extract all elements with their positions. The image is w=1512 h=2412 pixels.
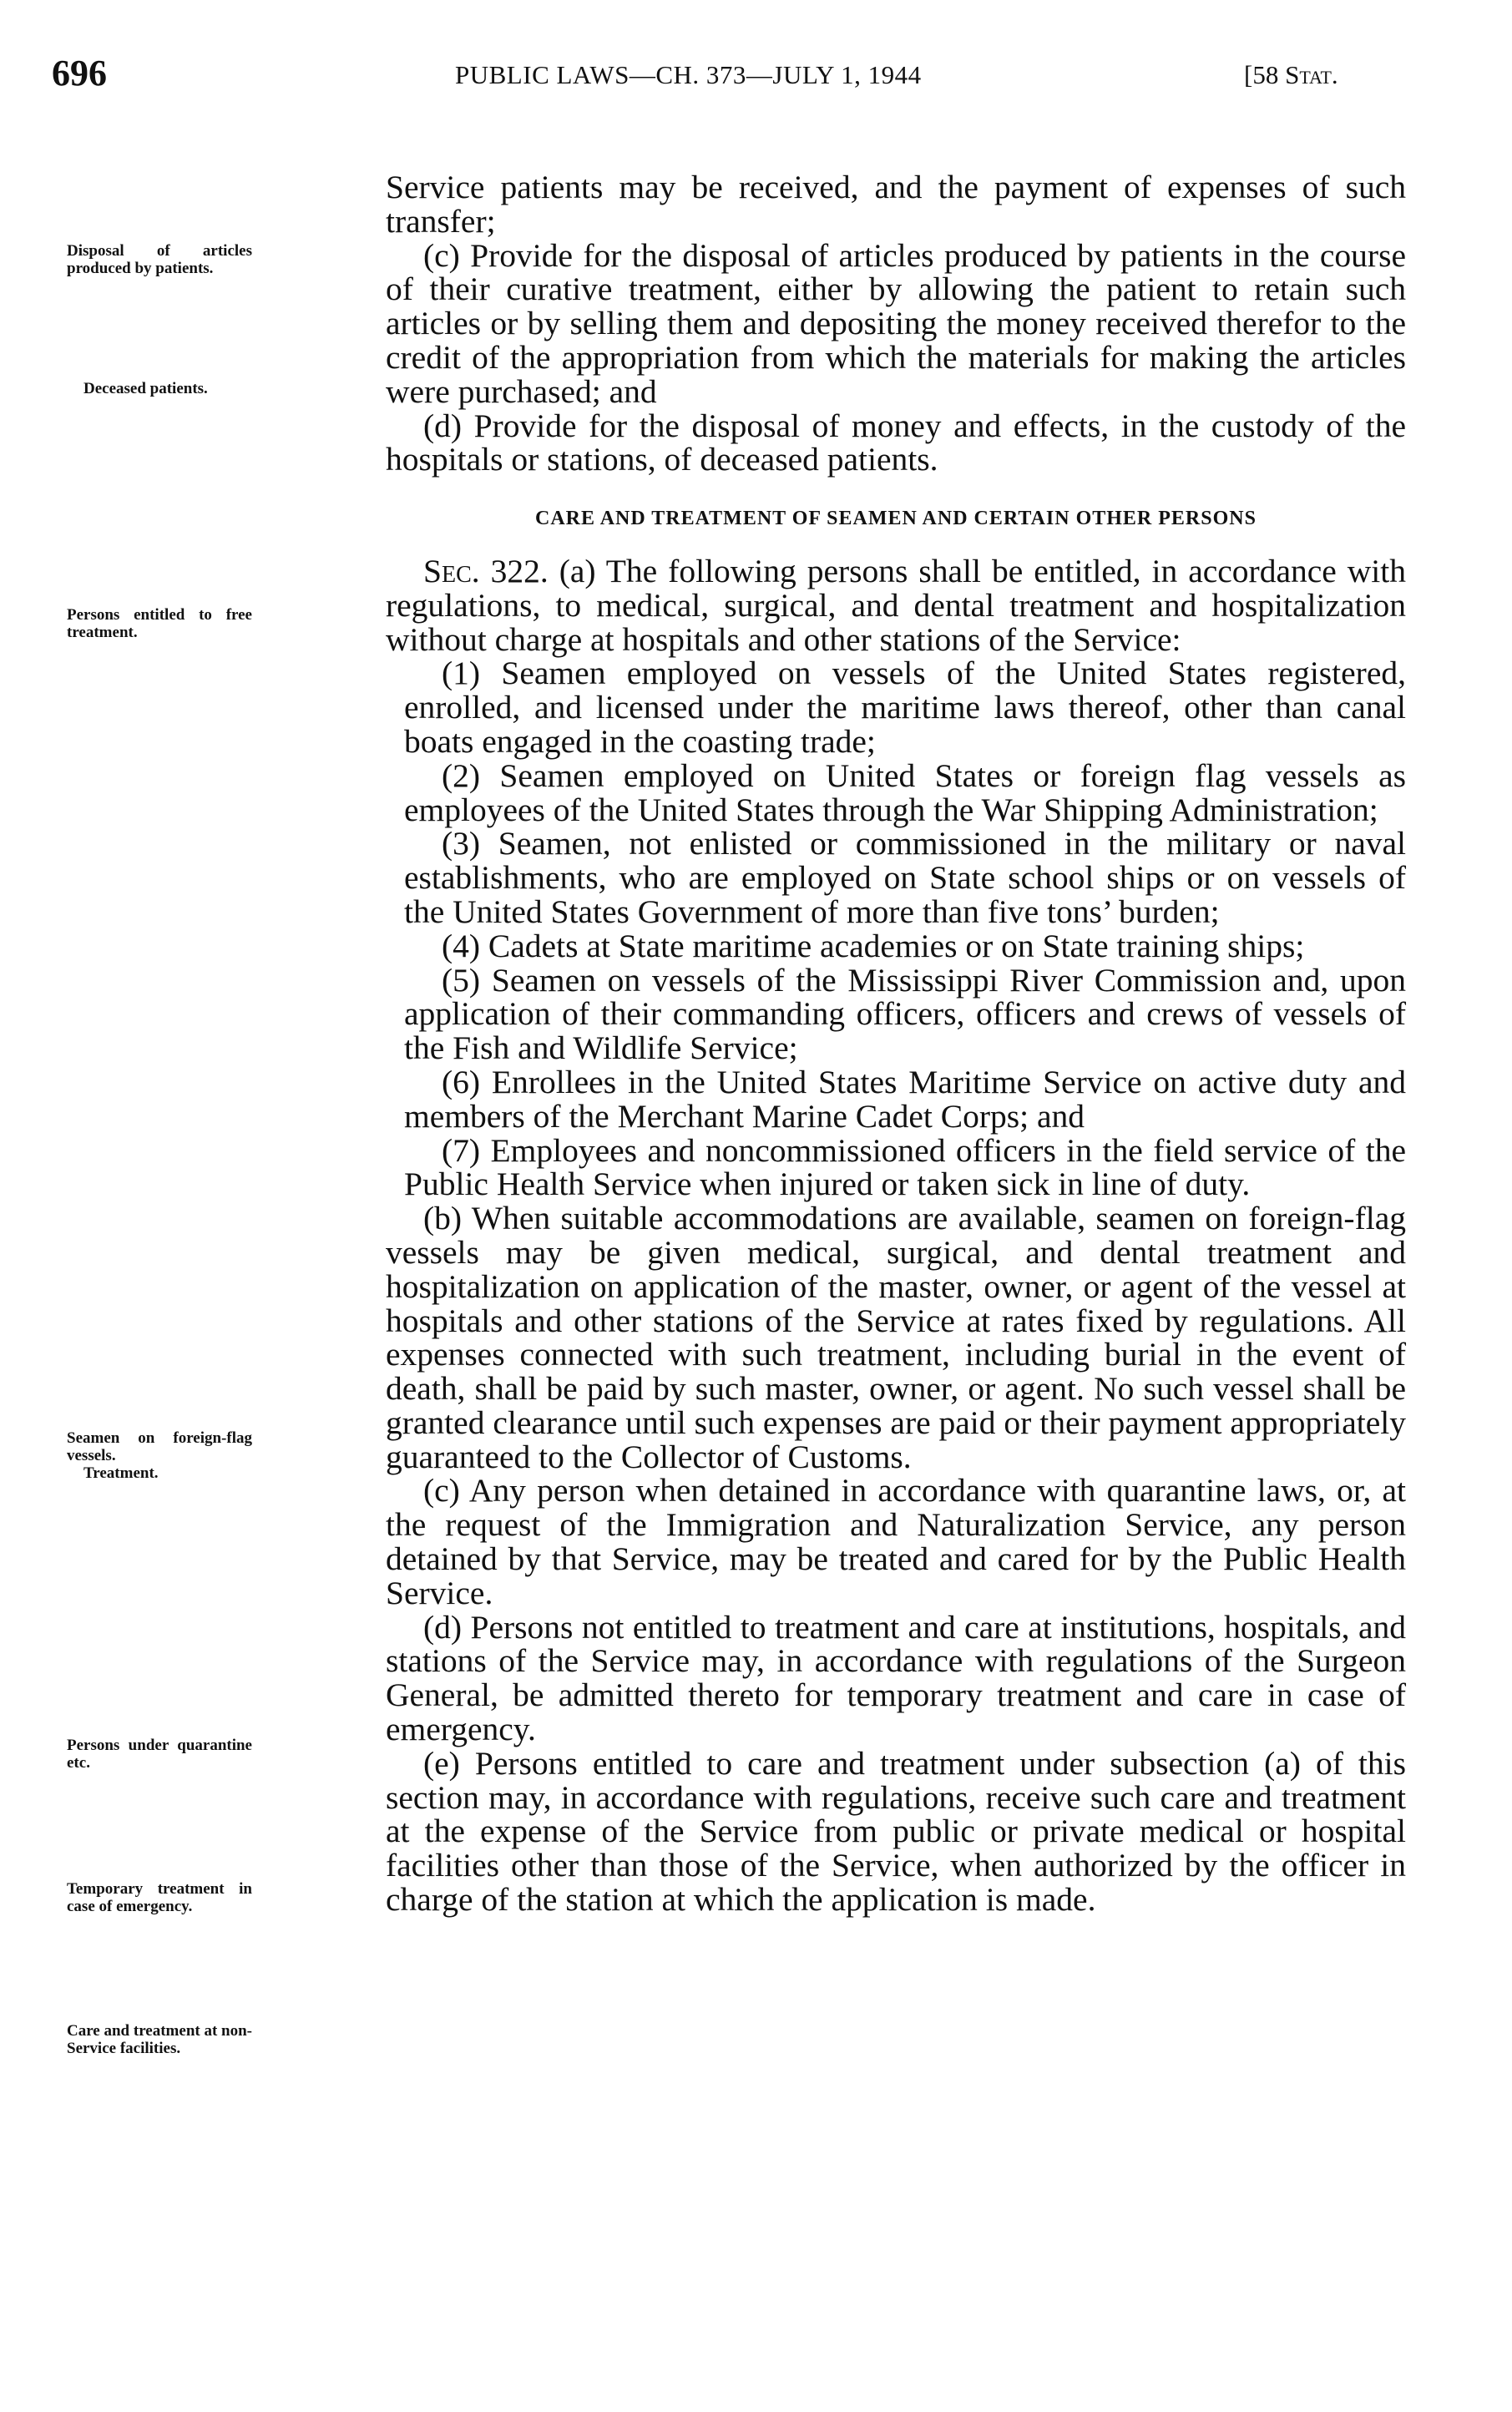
margin-note-foreign-flag: Seamen on foreign-flag vessels. xyxy=(67,1429,252,1464)
statute-body xyxy=(386,170,1406,1917)
list-item-5: (5) Seamen on vessels of the Mississippi River Commission and, upon application of their commanding officers, officers and crews of vessels of the Fish and Wildlife Service; xyxy=(404,961,1406,1067)
list-item-1: (1) Seamen employed on vessels of the United States registered, enrolled, and licensed under the maritime laws thereof, other than canal boats engaged in the coasting trade; xyxy=(404,655,1406,760)
section-322-a xyxy=(386,554,1406,656)
list-item-7: (7) Employees and noncommissioned officers in the field service of the Public Health Service when injured or taken sick in line of duty. xyxy=(404,1131,1406,1203)
entitled-persons-list xyxy=(386,656,1406,1201)
paragraph-d-deceased: (d) Provide for the disposal of money and effects, in the custody of the hospitals or stations, of deceased patients. xyxy=(386,407,1406,478)
page-header xyxy=(0,52,1512,94)
margin-note-free-treatment: Persons entitled to free treatment. xyxy=(67,606,252,641)
margin-note-disposal: Disposal of articles produced by patients. xyxy=(67,242,252,277)
margin-note-quarantine: Persons under quarantine etc. xyxy=(67,1737,252,1772)
paragraph-c-disposal: (c) Provide for the disposal of articles produced by patients in the course of their curative treatment, either by allowing the patient to retain such articles or by selling them and depositing the money received therefor to the credit of the appropriation from which the materials for making the articles were purchased; and xyxy=(386,236,1406,410)
margin-note-non-service: Care and treatment at non-Service facilities. xyxy=(67,2022,252,2057)
section-322-e: (e) Persons entitled to care and treatment under subsection (a) of this section may, in accordance with regulations, receive such care and treatment at the expense of the Service from public or private medical or hospital facilities other than those of the Service, when authorized by the officer in charge of the station at which the application is made. xyxy=(386,1744,1406,1919)
section-heading: CARE AND TREATMENT OF SEAMEN AND CERTAIN OTHER PERSONS xyxy=(535,508,1257,530)
list-item-3: (3) Seamen, not enlisted or commissioned in the military or naval establishments, who are employed on State school ships or on vessels of the United States Government of more than five tons’ burden; xyxy=(404,825,1406,930)
section-322-d: (d) Persons not entitled to treatment and care at institutions, hospitals, and stations of the Service may, in accordance with regulations of the Surgeon General, be admitted thereto for temporary treatment and care in case of emergency. xyxy=(386,1608,1406,1748)
margin-note-deceased: Deceased patients. xyxy=(83,380,208,397)
section-322-a-text: (a) The following persons shall be entitled, in accordance with regulations, to medical, surgical, and dental treatment and hospitalization without charge at hospitals and other stations of the Service: xyxy=(386,552,1406,658)
list-item-4: (4) Cadets at State maritime academies or on State training ships; xyxy=(442,927,1305,964)
section-322-c: (c) Any person when detained in accordance with quarantine laws, or, at the request of the Immigration and Naturalization Service, any person detained by that Service, may be treated and cared for by the Public Health Service. xyxy=(386,1472,1406,1611)
section-label: Sec. 322. xyxy=(423,552,549,589)
section-322-b: (b) When suitable accommodations are available, seamen on foreign-flag vessels may be given medical, surgical, and dental treatment and hospitalization on application of the master, owner, or agent of the vessel at hospitals and other stations of the Service at rates fixed by regulations. All expenses connected with such treatment, including burial in the event of death, shall be paid by such master, owner, or agent. No such vessel shall be granted clearance until such expenses are paid or their payment appropriately guaranteed to the Collector of Customs. xyxy=(386,1200,1406,1475)
list-item-2: (2) Seamen employed on United States or foreign flag vessels as employees of the United States through the War Shipping Administration; xyxy=(404,756,1406,828)
margin-note-temporary: Temporary treatment in case of emergency. xyxy=(67,1880,252,1915)
volume-reference: [58 Stat. xyxy=(1244,60,1338,89)
margin-note-treatment: Treatment. xyxy=(83,1464,159,1482)
list-item-6: (6) Enrollees in the United States Maritime Service on active duty and members of the Merchant Marine Cadet Corps; and xyxy=(404,1063,1406,1135)
continuation-paragraph: Service patients may be received, and the payment of expenses of such transfer; xyxy=(386,169,1406,240)
running-title: PUBLIC LAWS—CH. 373—JULY 1, 1944 xyxy=(455,60,922,89)
page-number: 696 xyxy=(52,53,107,94)
